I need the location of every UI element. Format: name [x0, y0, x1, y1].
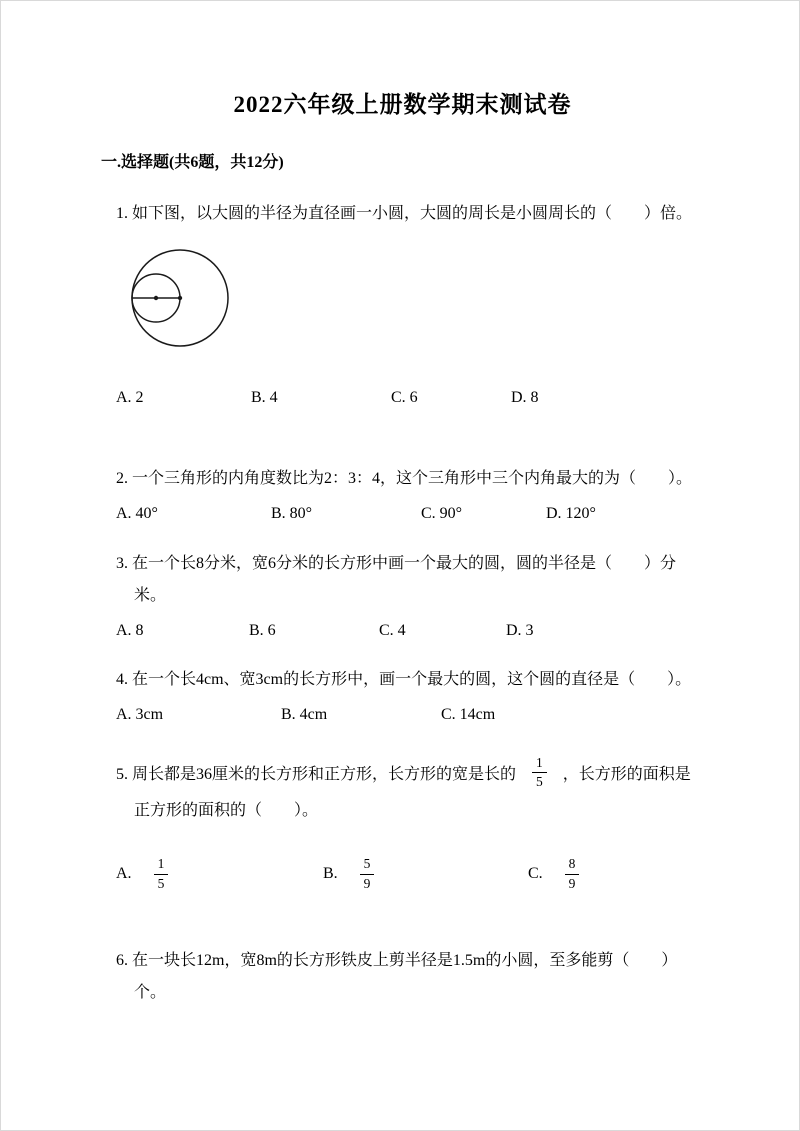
option-b-label: B.: [323, 865, 338, 883]
question-5-text: [116, 754, 704, 831]
option-d: D. 120°: [546, 505, 596, 523]
fraction-denominator: 5: [157, 876, 165, 892]
option-d: D. 8: [511, 389, 539, 406]
question-3-text: 3. 在一个长8分米，宽6分米的长方形中画一个最大的圆，圆的半径是（ ）分米。: [116, 554, 677, 604]
question-5-text-after: ，长方形的面积是正方形的面积的（ ）。: [134, 765, 691, 820]
option-b: B. 6: [249, 621, 276, 639]
option-b: B. 4cm: [281, 706, 328, 724]
option-c-label: C.: [528, 865, 543, 883]
option-c: C. 4: [379, 621, 406, 639]
question-1-text: 1. 如下图，以大圆的半径为直径画一小圆，大圆的周长是小圆周长的（ ）倍。: [116, 205, 693, 222]
option-c: C. 6: [391, 389, 418, 406]
option-b: [323, 856, 528, 893]
page-title: 2022六年级上册数学期末测试卷: [233, 92, 572, 117]
fraction-numerator: 5: [360, 856, 375, 875]
option-d: D. 3: [506, 621, 534, 639]
question-6-text: 6. 在一块长12m，宽8m的长方形铁皮上剪半径是1.5m的小圆，至多能剪（ ）个。: [116, 951, 678, 1001]
option-a: A. 2: [116, 389, 144, 406]
section-header: 一.选择题(共6题，共12分): [101, 154, 284, 171]
question-3-options: [116, 620, 704, 642]
small-circle-center-dot: [154, 296, 158, 300]
option-a-label: A.: [116, 865, 132, 883]
question-6: [116, 945, 704, 1009]
question-5-options: [116, 856, 704, 893]
fraction-numerator: 1: [532, 755, 547, 774]
question-2: [116, 463, 704, 525]
circles-figure: [118, 244, 704, 357]
option-c: [528, 856, 704, 893]
question-5-text-before: 5. 周长都是36厘米的长方形和正方形，长方形的宽是长的: [116, 765, 517, 783]
question-1: [116, 198, 704, 409]
option-c: C. 14cm: [441, 706, 496, 724]
option-c: C. 90°: [421, 505, 463, 523]
inline-fraction: [532, 755, 547, 792]
option-a-fraction: [154, 856, 169, 893]
fraction-numerator: 1: [154, 856, 169, 875]
option-a: [116, 856, 323, 893]
question-5: [116, 754, 704, 893]
circles-figure-svg: [118, 244, 233, 352]
option-a: A. 3cm: [116, 706, 164, 724]
question-1-options: [116, 387, 704, 409]
option-b-fraction: [360, 856, 375, 893]
large-circle-center-dot: [178, 296, 182, 300]
question-2-options: [116, 503, 704, 525]
fraction-denominator: 5: [536, 774, 543, 790]
option-c-fraction: [565, 856, 580, 893]
option-a: A. 40°: [116, 505, 158, 523]
fraction-denominator: 9: [363, 876, 371, 892]
question-3: [116, 548, 704, 642]
fraction-denominator: 9: [568, 876, 576, 892]
question-4: [116, 664, 704, 726]
option-a: A. 8: [116, 621, 144, 639]
option-b: B. 80°: [271, 505, 313, 523]
question-4-options: [116, 704, 704, 726]
question-2-text: 2. 一个三角形的内角度数比为2：3：4，这个三角形中三个内角最大的为（ ）。: [116, 470, 693, 488]
fraction-numerator: 8: [565, 856, 580, 875]
option-b: B. 4: [251, 389, 278, 406]
question-4-text: 4. 在一个长4cm、宽3cm的长方形中，画一个最大的圆，这个圆的直径是（ ）。: [116, 671, 692, 689]
